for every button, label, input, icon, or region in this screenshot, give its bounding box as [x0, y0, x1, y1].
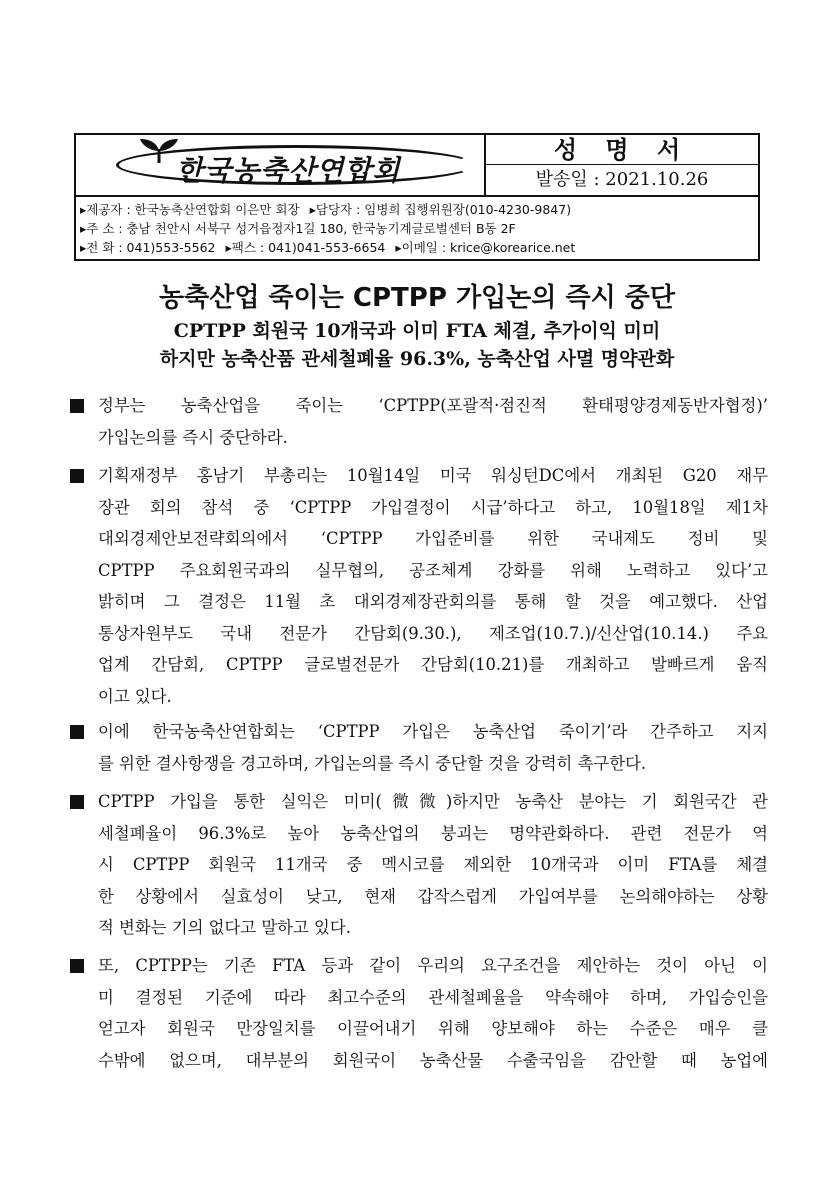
square-bullet-icon [70, 469, 84, 483]
paragraph-line: 또, CPTPP는 기존 FTA 등과 같이 우리의 요구조건을 제안하는 것이 아닌 이 [98, 956, 768, 975]
document-type-title: 성 명 서 [486, 135, 758, 165]
paragraph-line: 얻고자 회원국 만장일치를 이끌어내기 위해 양보해야 하는 수준은 매우 클 [98, 1019, 768, 1038]
paragraph-line: 기획재정부 홍남기 부총리는 10월14일 미국 워싱턴DC에서 개최된 G20 재무 [98, 466, 768, 485]
paragraph-line: 한 상황에서 실효성이 낮고, 현재 갑작스럽게 가입여부를 논의해야하는 상황 [98, 886, 768, 906]
body-paragraph [68, 716, 768, 779]
body-paragraph [68, 460, 768, 712]
organization-logo [76, 135, 486, 195]
paragraph-line: 장관 회의 참석 중 ‘CPTPP 가입결정이 시급’하다고 하고, 10월18일 제1차 [98, 497, 768, 517]
sub-headline: 하지만 농축산품 관세철폐율 96.3%, 농축산업 사멸 명약관화 [159, 348, 675, 370]
sub-headline: CPTPP 회원국 10개국과 이미 FTA 체결, 추가이익 미미 [173, 320, 661, 342]
body-paragraph [68, 950, 768, 1076]
contact-info-row [80, 219, 758, 238]
fax-info: ▸팩스 : 041)041-553-6654 [225, 240, 386, 255]
paragraph-line: 적 변화는 기의 없다고 말하고 있다. [98, 918, 351, 937]
paragraph-line: 미 결정된 기준에 따라 최고수준의 관세철폐율을 약속해야 하며, 가입승인을 [98, 987, 768, 1007]
contact-info-row [80, 200, 758, 219]
paragraph-line: 대외경제안보전략회의에서 ‘CPTPP 가입준비를 위한 국내제도 정비 및 [98, 529, 768, 548]
issue-date: 발송일 : 2021.10.26 [535, 169, 709, 190]
body-paragraph [68, 786, 768, 944]
organization-name: 한국농축산연합회 [176, 154, 401, 187]
body-paragraph [68, 390, 768, 453]
paragraph-line: 밝히며 그 결정은 11월 초 대외경제장관회의를 통해 할 것을 예고했다. 산업 [98, 592, 768, 611]
manager-info: ▸담당자 : 임병희 집행위원장(010-4230-9847) [309, 202, 572, 217]
contact-info-row [80, 238, 758, 257]
main-headline: 농축산업 죽이는 CPTPP 가입논의 즉시 중단 [159, 283, 675, 313]
paragraph-line: 이고 있다. [98, 686, 172, 706]
paragraph-line: 세철폐율이 96.3%로 높아 농축산업의 붕괴는 명약관화하다. 관련 전문가 역 [98, 823, 768, 843]
address-info: ▸주 소 : 충남 천안시 서북구 성거읍정자1길 180, 한국농기계글로벌센터 B동 2F [80, 221, 516, 236]
square-bullet-icon [70, 959, 84, 973]
paragraph-line: 이에 한국농축산연합회는 ‘CPTPP 가입은 농축산업 죽이기’라 간주하고 지지 [98, 722, 768, 741]
phone-info: ▸전 화 : 041)553-5562 [80, 240, 216, 255]
paragraph-line: 통상자원부도 국내 전문가 간담회(9.30.), 제조업(10.7.)/신산업(10.14.) 주요 [98, 623, 768, 643]
paragraph-line: 를 위한 결사항쟁을 경고하며, 가입논의를 즉시 중단할 것을 강력히 촉구한다. [98, 753, 647, 773]
square-bullet-icon [70, 725, 84, 739]
email-info: ▸이메일 : krice@korearice.net [395, 240, 576, 255]
paragraph-line: 업계 간담회, CPTPP 글로벌전문가 간담회(10.21)를 개최하고 발빠르게 움직 [98, 655, 768, 674]
press-release-header [74, 133, 760, 261]
paragraph-line: 정부는 농축산업을 죽이는 ‘CPTPP(포괄적·점진적 환태평양경제동반자협정)’ [98, 396, 768, 415]
provider-info: ▸제공자 : 한국농축산연합회 이은만 회장 [80, 202, 300, 217]
square-bullet-icon [70, 795, 84, 809]
paragraph-line: CPTPP 가입을 통한 실익은 미미(微微)하지만 농축산 분야는 기 회원국간 관 [98, 792, 768, 811]
paragraph-line: 수밖에 없으며, 대부분의 회원국이 농축산물 수출국임을 감안할 때 농업에 [98, 1050, 768, 1070]
paragraph-line: 시 CPTPP 회원국 11개국 중 멕시코를 제외한 10개국과 이미 FTA를 체결 [98, 855, 768, 874]
paragraph-line: 가입논의를 즉시 중단하라. [98, 427, 288, 447]
paragraph-line: CPTPP 주요회원국과의 실무협의, 공조체계 강화를 위해 노력하고 있다’고 [98, 560, 768, 580]
square-bullet-icon [70, 399, 84, 413]
contact-info [76, 195, 758, 259]
